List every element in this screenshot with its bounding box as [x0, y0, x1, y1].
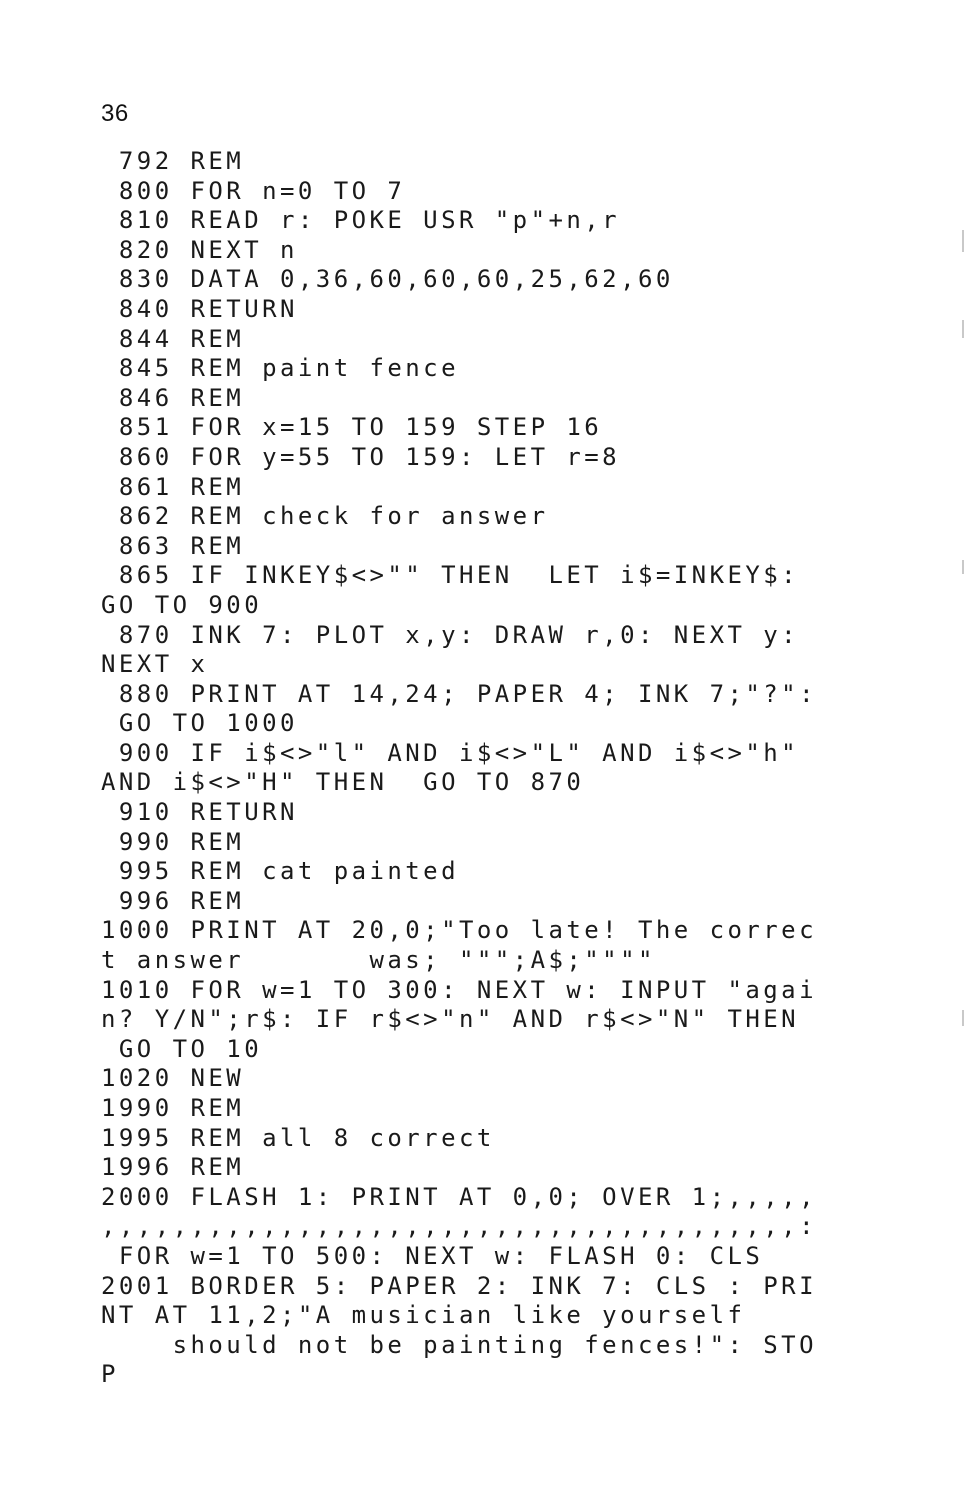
listing-line: 1996 REM: [101, 1153, 245, 1182]
listing-line: 990 REM: [101, 827, 245, 856]
listing-line: 840 RETURN: [101, 294, 298, 323]
listing-line: GO TO 1000: [101, 709, 298, 738]
listing-line: 996 REM: [101, 886, 245, 915]
listing-line: t answer was; """;A$;"""": [101, 946, 656, 975]
listing-line: 1995 REM all 8 correct: [101, 1123, 495, 1152]
listing-line: 830 DATA 0,36,60,60,60,25,62,60: [101, 265, 674, 294]
page-edge-shadow: [962, 320, 964, 338]
listing-line: 810 READ r: POKE USR "p"+n,r: [101, 206, 621, 235]
listing-line: 860 FOR y=55 TO 159: LET r=8: [101, 442, 621, 471]
listing-line: 1010 FOR w=1 TO 300: NEXT w: INPUT "agai: [101, 975, 817, 1004]
listing-line: NT AT 11,2;"A musician like yourself: [101, 1301, 746, 1330]
listing-line: 820 NEXT n: [101, 235, 298, 264]
listing-line: 861 REM: [101, 472, 245, 501]
listing-line: 846 REM: [101, 383, 245, 412]
listing-line: 851 FOR x=15 TO 159 STEP 16: [101, 413, 603, 442]
listing-line: 862 REM check for answer: [101, 502, 549, 531]
listing-line: FOR w=1 TO 500: NEXT w: FLASH 0: CLS: [101, 1241, 764, 1270]
listing-line: NEXT x: [101, 650, 209, 679]
listing-line: 1020 NEW: [101, 1064, 245, 1093]
listing-line: 1000 PRINT AT 20,0;"Too late! The correc: [101, 916, 817, 945]
page-number: 36: [101, 100, 129, 127]
listing-line: 800 FOR n=0 TO 7: [101, 176, 406, 205]
listing-line: P: [101, 1360, 119, 1389]
listing-line: 844 REM: [101, 324, 245, 353]
listing-line: 2001 BORDER 5: PAPER 2: INK 7: CLS : PRI: [101, 1271, 817, 1300]
listing-line: 863 REM: [101, 531, 245, 560]
listing-line: 910 RETURN: [101, 798, 298, 827]
listing-line: GO TO 900: [101, 590, 263, 619]
listing-line: 995 REM cat painted: [101, 857, 459, 886]
listing-line: AND i$<>"H" THEN GO TO 870: [101, 768, 585, 797]
listing-line: 2000 FLASH 1: PRINT AT 0,0; OVER 1;,,,,,: [101, 1182, 817, 1211]
listing-line: GO TO 10: [101, 1034, 263, 1063]
listing-line: should not be painting fences!": STO: [101, 1330, 817, 1359]
page-edge-shadow: [962, 1010, 964, 1026]
listing-line: 870 INK 7: PLOT x,y: DRAW r,0: NEXT y:: [101, 620, 800, 649]
page-edge-shadow: [962, 230, 964, 252]
listing-line: 1990 REM: [101, 1094, 245, 1122]
listing-line: 880 PRINT AT 14,24; PAPER 4; INK 7;"?":: [101, 679, 817, 708]
basic-program-listing: [101, 147, 817, 1390]
listing-line: 900 IF i$<>"l" AND i$<>"L" AND i$<>"h": [101, 738, 800, 767]
listing-line: 845 REM paint fence: [101, 354, 459, 383]
listing-line: ,,,,,,,,,,,,,,,,,,,,,,,,,,,,,,,,,,,,,,,:: [101, 1212, 817, 1241]
listing-line: 792 REM: [101, 147, 245, 175]
listing-line: 865 IF INKEY$<>"" THEN LET i$=INKEY$:: [101, 561, 800, 590]
listing-line: n? Y/N";r$: IF r$<>"n" AND r$<>"N" THEN: [101, 1005, 800, 1034]
page-edge-shadow: [962, 560, 964, 574]
